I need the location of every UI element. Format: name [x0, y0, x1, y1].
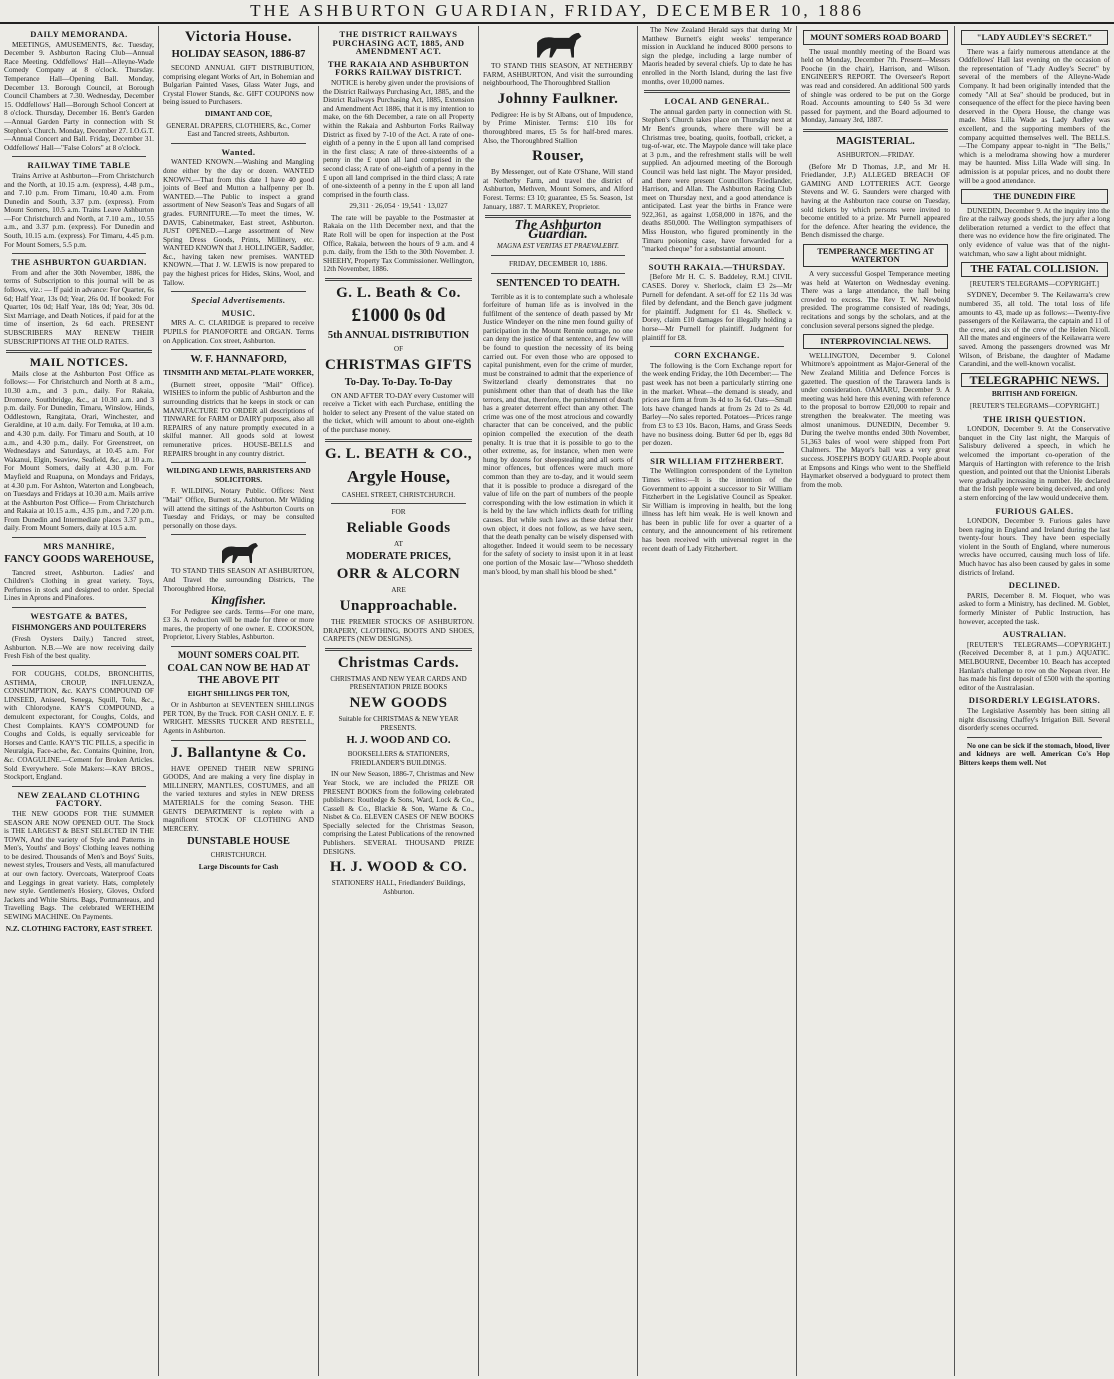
local-general-text: The annual garden party in connection with St. Stephen's Church takes place on Thursday next at Mr Bent's grounds, where there will be a Christmas tree, boating, quoits, football, cricket, a tug-of-war, etc. The Maypole dance will take place at 3 p.m., and the refreshment stalls will be well supplied. An adjourned meeting of the Borough Council was held last night. The Mayor presided, and there were present Councillors Friedlander, Harrison, and Allan. The Ashburton Racing Club meet on Thursday next, and a good attendance is anticipated. Last year the births in France were 922,361, as against 1,058,000 in 1876, and the deaths 850,000. The Wellington sympathisers of Miss Houston, who figured prominently in the Timaru poisoning case, have forwarded for a "marked cheque" for a substantial amount. [642, 106, 792, 254]
column-1 [0, 26, 159, 1376]
horse-icon [216, 539, 262, 565]
south-rakaia-heading: SOUTH RAKAIA.—THURSDAY. [648, 261, 786, 272]
dunedin-fire-heading: THE DUNEDIN FIRE [961, 189, 1108, 204]
cards-suitable: Suitable for CHRISTMAS & NEW YEAR PRESENTS. [338, 714, 459, 732]
music-heading: MUSIC. [221, 307, 256, 318]
horse-icon [529, 28, 587, 60]
beath2-heading: G. L. BEATH & CO., [324, 445, 473, 462]
magisterial-heading: MAGISTERIAL. [836, 135, 915, 147]
column-5 [638, 26, 797, 1376]
column-2 [159, 26, 319, 1376]
manhire-heading: MRS MANHIRE, [43, 541, 115, 552]
mail-notices-heading: MAIL NOTICES. [29, 355, 129, 370]
dunstable-footer: Large Discounts for Cash [198, 861, 279, 871]
australian-text: [REUTER'S TELEGRAMS—COPYRIGHT.] (Received December 8, at 1 p.m.) AQUATIC. MELBOURNE, December 10. Beach has accepted Hanlan's challenge to row on the Nepean river. He has made his first deposit of £500 with the sporting editor of the Australasian. [959, 639, 1110, 692]
telegraphic-heading: TELEGRAPHIC NEWS. [961, 373, 1108, 388]
editorial-text: Terrible as it is to contemplate such a wholesale forfeiture of human life as is involved in the fulfilment of the sentence of death passed by Mr Justice Windeyer on the nine men found guilty of participation in the Mount Rennie outrage, no one can deny the justice of that sentence, and few will be found to question the necessity of its being carried out. For even those who are opposed to capital punishment, even for the crime of murder, must be constrained to admit that the experience of Switzerland clearly demonstrates that no punishment other than that of death has the like terrors, and that, therefore, the punishment of death has a greater deterrent effect than any other. The crime was one of the most atrocious and cowardly character that can be conceived, and the public opinion compelled the execution of the death penalty. It is true that it is possible to go to the other extreme, as, for instance, when men were hung by dozens for sheepstealing and all sorts of minor offences, but offences were much more common than they are to-day, and it would seem that it is possible to produce a disregard of the value of life on the part of numbers of the people corresponding with the low estimation in which it is held by the law which inflicts death for trifling causes. But while such laws as these defeat their own object, it does not follow, as we have seen, that the death penalty can be wisely dispensed with altogether. Indeed it would seem to be necessary for the safety of society to insist upon it in at least one portion of the Mosaic law—"Whoso sheddeth man's blood, by man shall his blood be shed." [483, 291, 633, 576]
column-6 [797, 26, 955, 1376]
audley-text: There was a fairly numerous attendance at the Oddfellows' Hall last evening on the occasion of the representation of "Lady Audley's Secret" by several of the members of the Alleyne-Wade Company. It had been originally intended that the comedy "All at Sea" should be produced, but in consequence of the effect for the piece having been deserved in the Opera House, the change was made. Miss Lilla Wade as Lady Audley was excellent, and the supporting members of the company acquitted themselves well. The BELLS.—The Company appear to-night in "The Bells," which is a melodrama showing how a murderer may be haunted. Miss Lilla Wade will sing. In admission is at popular prices, and no doubt there will be a good attendance. [959, 46, 1110, 185]
column-4 [479, 26, 638, 1376]
wanted-text: WANTED KNOWN.—Washing and Mangling done either by the day or dozen. WANTED KNOWN.—That from this date I have 40 good joints of Beef and Mutton a halfpenny per lb. WANTED.—The Public to inspect a grand assortment of New Season's Teas and Sugars of all grades. FURNITURE.—To meet the times, W. DAVIS, Cabinetmaker, East street, Ashburton. JUST OPENED.—Large assortment of New Spring Dress Goods, Prints, Millinery, etc. WANTED KNOWN that J. HOLLINGER, Saddler, &c., having taken new premises. WANTED KNOWN.—That J. W. LEWIS is now prepared to pay the highest prices for Hides, Skins, Wool, and Tallow. [163, 157, 314, 287]
nz-clothing-text: THE NEW GOODS FOR THE SUMMER SEASON ARE NOW OPENED OUT. The Stock is THE LARGEST & BEST SELECTED IN THE TOWN, And the variety of Style and Patterns in Men's, Youths' and Boys' Clothing leaves nothing to be desired. Thousands of Men's and Boys' Suits, newest styles, Trousers and Vests, all manufactured at our own factory. Overcoats, Waterproof Coats and Leggings in great variety. Hats, completely new style. Gentlemen's Hosiery, Gloves, Oxford Jackets and White Shirts. Bags, Portmanteaus, and Travelling Bags. The celebrated WERTHEIM SEWING MACHINE. On Payments. [4, 808, 154, 922]
interprovincial-text: WELLINGTON, December 9. Colonel Whitmore's appointment as Major-General of the New Zealand Militia and Defence Forces is gazetted. The question of the Tarawera lands is under consideration. OAMARU, December 9. A meeting was held here this evening with reference to the proposal to borrow £20,000 to repair and strengthen the breakwater. The meeting was almost unanimous. DUNEDIN, December 9. During the twelve months ended 30th November, 51,363 bales of wool were shipped from Port Chalmers. The Mayor's ball was a very great success. JOSEPH'S BODY GUARD. People about at Empsons and Kings who went to the Sheffield Haymarket observed a bodyguard to protect them from the mob. [801, 350, 950, 489]
holiday-text: SECOND ANNUAL GIFT DISTRIBUTION, comprising elegant Works of Art, in Bohemian and Bulgarian Painted Vases, Glass Water Jugs, and Crystal Flower Stands, &c. GIFT COUPONS now being issued to Purchasers. [163, 63, 314, 107]
nz-clothing-footer: N.Z. CLOTHING FACTORY, EAST STREET. [5, 923, 153, 933]
kingfisher-intro: TO STAND THIS SEASON AT ASHBURTON, And Travel the surrounding Districts, The Thoroughbred Horse, [163, 566, 314, 593]
coal-text: Or in Ashburton at SEVENTEEN SHILLINGS PER TON, By the Truck. FOR CASH ONLY. E. F. WRIGHT. MESSRS TUCKER AND RESTELL, Agents in Ashburton. [163, 700, 314, 736]
road-board-text: The usual monthly meeting of the Board was held on Monday, December 7th. Present—Messrs Pooche (in the chair), Harrison, and Wilson. ENGINEER'S REPORT. The Overseer's Report was read and considered. An additional 500 yards of shingle was ordered to be put on the Gorge Road. Accounts amounting to £40 5s 3d were passed for payment, and the Board adjourned to Monday, January 3rd, 1887. [801, 46, 950, 125]
memoranda-heading: DAILY MEMORANDA. [30, 29, 128, 39]
orr-unapproachable: Unapproachable. [339, 597, 458, 614]
column-3 [319, 26, 479, 1376]
gales-text: LONDON, December 9. Furious gales have been raging in England and Ireland during the last twenty-four hours. They have been especially violent in the South of England, where numerous wrecks have occurred, causing much loss of life. Much havoc has also been caused by gales in some districts of Ireland. [959, 516, 1110, 577]
johnny-faulkner-heading: Johnny Faulkner. [497, 90, 619, 107]
argyle-subheading: CASHEL STREET, CHRISTCHURCH. [341, 490, 456, 499]
guardian-terms-text: From and after the 30th November, 1886, the terms of Subscription to this journal will be as follows, viz.: — If paid in advance: For Quarter, 6s 6d; Half Year, 13s 0d; Year, 26s 0d. If booked: For Quarter, 10s 0d; Half Year, 18s 0d; Year, 30s 0d. Sixt Marriage, and Death Notices, if paid for at the time of insertion, 2s 6d each. PRESENT SUBSCRIBERS MAY RENEW THEIR SUBSCRIPTIONS AT THE OLD RATES. [4, 267, 154, 346]
hannaford-heading: W. F. HANNAFORD, [190, 354, 287, 366]
interprovincial-heading: INTERPROVINCIAL NEWS. [803, 334, 948, 349]
wilding-heading: WILDING AND LEWIS, BARRISTERS AND SOLICITORS. [166, 466, 311, 484]
guardian-terms-heading: THE ASHBURTON GUARDIAN. [11, 257, 147, 268]
wilding-text: F. WILDING, Notary Public. Offices: Next "Mail" Office, Burnett st., Ashburton. Mr Wilding will attend the sittings of the Ashburton Courts on Tuesday and Fridays, or may be consulted personally on those days. [163, 486, 314, 530]
wanted-heading: Wanted. [221, 146, 256, 157]
kingfisher-text: For Pedigree see cards. Terms—For one mare, £3 3s. A reduction will be made for three or more mares, the property of one owner. E. COOKSON, Proprietor, Livery Stables, Ashburton. [163, 606, 314, 642]
dunedin-fire-text: DUNEDIN, December 9. At the inquiry into the fire at the railway goods sheds, the jury after a long deliberation returned a verdict to the effect that there was no evidence how the fire originated. The only evidence of value was that of the night-watchman, who saw a light about midnight. [959, 205, 1110, 258]
telegraphic-subheading: BRITISH AND FOREIGN. [991, 389, 1078, 399]
corn-exchange-heading: CORN EXCHANGE. [674, 350, 760, 361]
dimant-subheading: GENERAL DRAPERS, CLOTHIERS, &c., Corner East and Tancred streets, Ashburton. [166, 121, 311, 139]
rouser-heading: Rouser, [532, 148, 584, 165]
orr-at: AT [394, 538, 403, 548]
westgate-heading: WESTGATE & BATES, [30, 611, 128, 622]
wood-subheading: BOOKSELLERS & STATIONERS, FRIEDLANDER'S BUILDINGS. [347, 750, 450, 767]
railway-act-close: The rate will be payable to the Postmaster at Rakaia on the 11th December next, and that the Rate Roll will be open for inspection at the Post Office, Rakaia, between the hours of 9 a.m. and 4 p.m. daily, from the 15th to the 30th November. J. SHEEHY, Property Tax Commissioner. Wellington, 12th November, 1886. [323, 212, 474, 274]
orr-moderate: MODERATE PRICES, [346, 551, 451, 563]
orr-text: THE PREMIER STOCKS OF ASHBURTON. DRAPERY, CLOTHING, BOOTS AND SHOES, CARPETS (NEW DESIGNS). [323, 616, 474, 644]
johnny-text: Pedigree: He is by St Albans, out of Impudence, by Prime Minister. Terms: £10 10s for thoroughbred mares, £5 5s for half-bred mares. Also, the Thoroughbred Stallion [483, 109, 633, 145]
dunstable-heading: DUNSTABLE HOUSE [187, 836, 290, 848]
beath-today: To-Day. To-Day. To-Day [344, 376, 453, 388]
coal-pit-heading: MOUNT SOMERS COAL PIT. [177, 650, 300, 661]
railway-act-heading: THE DISTRICT RAILWAYS PURCHASING ACT, 1885, AND AMENDMENT ACT. [332, 29, 465, 57]
telegraphic-source: [REUTER'S TELEGRAMS—COPYRIGHT.] [970, 401, 1099, 410]
beath-of: OF [394, 345, 403, 354]
disorderly-text: The Legislative Assembly has been sitting all night discussing Chaffey's Irrigation Bill. Several disorderly scenes occurred. [959, 705, 1110, 733]
coal-announcement: COAL CAN NOW BE HAD AT THE ABOVE PIT [167, 662, 310, 686]
railway-district-heading: THE RAKAIA AND ASHBURTON FORKS RAILWAY DISTRICT. [327, 58, 470, 78]
coal-price: EIGHT SHILLINGS PER TON, [187, 688, 290, 698]
orr-are: ARE [391, 585, 406, 595]
westgate-subheading: FISHMONGERS AND POULTERERS [11, 622, 147, 632]
hop-bitters-ad: No one can be sick if the stomach, blood, liver and kidneys are well. American Co's Hop Bitters keeps them well. Not [959, 740, 1110, 767]
kay-compound-text: FOR COUGHS, COLDS, BRONCHITIS, ASTHMA, CROUP, INFLUENZA, CONSUMPTION, &c. KAY'S COMPOUND OF LINSEED, Aniseed, Senega, Squill, Tolu, &c., with Chlorodyne. KAY'S COMPOUND, a demulcent expectorant, for Coughs, Colds, and Chest Complaints. KAY'S COMPOUND for Coughs and Colds, is equally serviceable for Horses and Cattle. KAY'S TIC PILLS, a specific in Neuralgia, Face-ache, &c. Contains Quinine, Iron, &c. COAGULINE.—Cement for Broken Articles. Sold Everywhere. Sole Makers:—KAY BROS., Stockport, England. [4, 669, 154, 782]
johnny-intro: TO STAND THIS SEASON, AT NETHERBY FARM, ASHBURTON, And visit the surrounding neighbourhood, The Thoroughbred Stallion [483, 61, 633, 88]
local-general-heading: LOCAL AND GENERAL. [664, 96, 770, 107]
temperance-text: A very successful Gospel Temperance meeting was held at Waterton on Wednesday evening. There was a large attendance, the hall being crowded to excess. The Rev T. W. Newbold presided. The programme consisted of readings, recitations and songs by the scholars, and at the conclusion several persons signed the pledge. [801, 269, 950, 330]
beath-heading: G. L. Beath & Co. [336, 285, 461, 302]
orr-name: ORR & ALCORN [336, 566, 461, 583]
kingfisher-name: Kingfisher. [210, 593, 267, 608]
beath-amount: £1000 0s 0d [351, 305, 446, 327]
audley-heading: "LADY AUDLEY'S SECRET." [961, 30, 1108, 45]
paper-nameplate: The Ashburton Guardian. [514, 218, 602, 242]
fatal-collision-source: [REUTER'S TELEGRAMS—COPYRIGHT.] [970, 279, 1099, 288]
dunstable-subheading: CHRISTCHURCH. [210, 851, 267, 860]
manhire-subheading: FANCY GOODS WAREHOUSE, [4, 553, 154, 565]
victoria-house-heading: Victoria House. [185, 29, 292, 45]
magisterial-text: (Before Mr D Thomas, J.P., and Mr H. Friedlander, J.P.) ALLEGED BREACH OF GAMING AND LOTTERIES ACT. George Stevens and W. G. Saunders were charged with having at the Ashburton race course on Tuesday, sold tickets by which persons were invited to become entitled to a prize. Mr Purnell appeared for the defence. After hearing the evidence, the Bench dismissed the charge. [801, 161, 950, 240]
herald-text: The New Zealand Herald says that during Mr Matthew Burnett's eight weeks' temperance mission in Auckland he induced 8000 persons to sign the pledge, including a large number of Maoris headed by several chiefs. Up to date he has enrolled in the North Island, during the last five months, over 10,000 names. [642, 26, 792, 86]
cards-heading: Christmas Cards. [337, 654, 460, 671]
australian-heading: AUSTRALIAN. [1002, 629, 1067, 640]
beath-annual: 5th ANNUAL DISTRIBUTION [327, 330, 470, 342]
beath-text: ON AND AFTER TO-DAY every Customer will receive a Ticket with each Purchase, entitling the holder to select any Present of the value stated on the ticket, which will amount to about one-eighth of the purchase money. [323, 390, 474, 434]
fatal-collision-heading: THE FATAL COLLISION. [961, 262, 1108, 277]
mail-notices-text: Mails close at the Ashburton Post Office as follows:— For Christchurch and North at 8 a.m., 10.30 a.m., and 3 p.m., daily. For Rakaia, Dromore, Southbridge, &c., at 10.30 a.m. and 3 p.m. daily. For Dunedin, Timaru, Winslow, Hinds, Oddlestown, Rangitata, Orari, Winchester, and Geraldine, at 10 a.m. daily. For Temuka, at 10 a.m. and 4.30 p.m. daily. For Timaru and South, at 10 a.m., and 4.30 p.m., daily. For Greenstreet, on Wednesdays and Saturdays, at 10.45 a.m. For Wakanui, Elgin, Seaview, Seafield, &c., at 10 a.m. For Mount Somers, daily at 4.30 p.m. For Mayfield and Ruapuna, on Mondays and Fridays, at 4.30 p.m. For Ashton, Waterton and Longbeach, on Tuesdays and Fridays at 10.30 a.m. Mails arrive at the Ashburton Post Office— From Christchurch and Rakaia at 10.15 a.m., 4.35 p.m., and 7.20 p.m. From Dunedin and Intermediate places 3.37 p.m., daily. From Mount Somers, daily at 10.5 a.m. [4, 368, 154, 533]
wood-footer-sub: STATIONERS' HALL, Friedlanders' Buildings, Ashburton. [331, 879, 466, 896]
declined-heading: DECLINED. [1008, 580, 1061, 591]
road-board-heading: MOUNT SOMERS ROAD BOARD [803, 30, 948, 45]
beath-christmas: CHRISTMAS GIFTS [324, 356, 473, 373]
holiday-season-heading: HOLIDAY SEASON, 1886-87 [171, 49, 306, 60]
ballantyne-heading: J. Ballantyne & Co. [170, 744, 307, 761]
wood-text: IN our New Season, 1886-7, Christmas and New Year Stock, we are included the PRIZE OR PRESENT BOOKS from the following celebrated publishers: Routledge & Sons, Ward, Lock & Co., Cassell & Co., Blackie & Son, Warne & Co., Nisbet & Co. ELEVEN CASES OF NEW BOOKS Specially selected for the Christmas Season, comprising the Latest Publications of the renowned Publishers. SEVERAL THOUSAND PRIZE DESIGNS. [323, 769, 474, 856]
cards-new-goods: NEW GOODS [349, 694, 448, 711]
cards-text: CHRISTMAS AND NEW YEAR CARDS AND PRESENTATION PRIZE BOOKS [330, 674, 467, 692]
disorderly-heading: DISORDERLY LEGISLATORS. [968, 695, 1101, 706]
south-rakaia-text: [Before Mr H. C. S. Baddeley, R.M.] CIVIL CASES. Dorey v. Sherlock, claim £3 2s—Mr Purnell for defendant. A set-off for £2 11s 3d was filed by defendant, and the Bench gave judgment for plaintiff. Judgment for £1 4s. Shelleck v. Dorey, claim £10 damages for illegally holding a horse—Mr Purnell for plaintiff. Judgment for plaintiff for £8. [642, 272, 792, 342]
rate-value: 19,541 [401, 201, 422, 211]
hannaford-text: (Burnett street, opposite "Mail" Office). WISHES to inform the public of Ashburton and the surrounding districts that he keeps in stock or can MANUFACTURE TO ORDER all descriptions of TINWARE for FARM or DAIRY purposes, also all REPAIRS of any nature promptly executed in a skilful manner. All goods sold at lowest remunerative prices. HOUSE-BELLS and REPAIRS brought in any country district. [163, 379, 314, 458]
railway-act-text: NOTICE is hereby given under the provisions of the District Railways Purchasing Act, 1885, and the District Railways Purchasing Act, 1885, Extension and Amendment Act 1886, that it is my intention to make, on the 6th December, a rate on all Property within the Rakaia and Ashburton Forks Railway District as fixed by 7-10 of the Act. A rate of one-eighth of a penny in the £ upon all land comprised in the first class; A rate of three-sixteenths of a penny in the £ upon all land comprised in the second class; A rate of one-eighth of a penny in the £ upon all land comprised in the third class; A rate of one-sixteenth of a penny in the £ upon all land comprised in the fourth class. [323, 77, 474, 199]
column-7 [955, 26, 1114, 1376]
rouser-text: By Messenger, out of Kate O'Shane, Will stand at Netherby Farm, and travel the district of Ashburton, Methven, Mount Somers, and Alford Forest. Terms: £3 10; guarantee, £5 5s. Season, 1st January, 1887. T. MARKEY, Proprietor. [483, 167, 633, 211]
nz-clothing-heading: NEW ZEALAND CLOTHING FACTORY. [17, 789, 141, 809]
orr-for: FOR [391, 507, 406, 517]
wood-footer: H. J. WOOD & CO. [329, 859, 468, 876]
hannaford-subheading: TINSMITH AND METAL-PLATE WORKER, [163, 368, 314, 378]
newspaper-page [0, 26, 1114, 1376]
ballantyne-text: HAVE OPENED THEIR NEW SPRING GOODS, And are making a very fine display in MILLINERY, MANTLES, COSTUMES, and all the varied textures and styles in NEW DRESS MATERIALS for the coming Season. THE GENTS DEPARTMENT is replete with a magnificent STOCK OF CLOTHING AND MERCERY. [163, 763, 314, 833]
irish-heading: THE IRISH QUESTION. [983, 413, 1086, 424]
rate-value: 29,311 [349, 201, 370, 211]
special-ads-heading: Special Advertisements. [191, 295, 286, 306]
rate-value: 26,054 [375, 201, 396, 211]
music-text: MRS A. C. CLARIDGE is prepared to receive PUPILS for PIANOFORTE and ORGAN. Terms on Application. Cox street, Ashburton. [163, 318, 314, 345]
manhire-text: Tancred street, Ashburton. Ladies' and Children's Clothing in great variety. Toys, Perfumes in stock and designed to order. Special Lines in Aprons and Pinafores. [4, 567, 154, 603]
magisterial-subheading: ASHBURTON.—FRIDAY. [836, 150, 915, 159]
temperance-heading: TEMPERANCE MEETING AT WATERTON [803, 244, 948, 267]
masthead: THE ASHBURTON GUARDIAN, FRIDAY, DECEMBER 10, 1886 [0, 0, 1114, 24]
fitzherbert-heading: SIR WILLIAM FITZHERBERT. [650, 455, 784, 466]
gales-heading: FURIOUS GALES. [995, 505, 1074, 516]
declined-text: PARIS, December 8. M. Floquet, who was asked to form a Ministry, has declined. M. Goblet, formerly Minister of Public Instruction, has however, accepted the task. [959, 590, 1110, 626]
railway-heading: RAILWAY TIME TABLE [27, 160, 131, 171]
orr-reliable: Reliable Goods [346, 519, 451, 536]
corn-exchange-text: The following is the Corn Exchange report for the week ending Friday, the 10th December:— The past week has not been a particularly stirring one in the market. Wheat—the demand is steady, and prices are firm at from 3s 4d to 3s 6d. Oats—Small lots have changed hands at from 2s 2d to 2s 4d. Barley—No sales reported. Potatoes—Prices range from £3 to £3 10s. Bacon, Hams, and Grass Seeds have no business doing. Butter 6d per lb, eggs 8d per dozen. [642, 360, 792, 448]
westgate-text: (Fresh Oysters Daily.) Tancred street, Ashburton. N.B.—We are now receiving daily Fresh Fish of the best quality. [4, 634, 154, 661]
railway-text: Trains Arrive at Ashburton—From Christchurch and the North, at 10.15 a.m. (express), 4.48 p.m., and 7.10 p.m. From Timaru, 10.40 a.m. From Dunedin and South, 3.37 p.m. (express). From Mount Somers, 10.5 a.m. Trains Leave Ashburton—For Christchurch and North, at 7.10 a.m., 10.55 a.m., and 3.37 p.m. (express). For Dunedin and South, 10.15 a.m. (express). For Timaru, 4.45 p.m. For Mount Somers, 5.5 p.m. [4, 170, 154, 249]
fatal-collision-text: SYDNEY, December 9. The Keilawarra's crew numbered 35, all told. The total loss of life amounts to 43, made up as follows:—Twenty-five passengers of the Keilawarra, the captain and 11 of the crew, and six of the crew of the Helen Nicoll. All the mates and engineers of the Keilawarra were saved. Among the passengers drowned was Mr Wilson, of Brisbane, the daughter of Madame Carandini, and the well-known vocalist. [959, 290, 1110, 369]
paper-date: FRIDAY, DECEMBER 10, 1886. [508, 258, 608, 268]
dimant-name: DIMANT AND COE, [205, 108, 272, 118]
memoranda-text: MEETINGS, AMUSEMENTS, &c. Tuesday, December 9. Ashburton Racing Club—Annual Race Meeting. Oddfellows' Hall—Alleyne-Wade Comedy Company at 8 o'clock. Thursday. Temperance Hall—Opening Ball. Monday, December 13. Borough Council, at Borough Council Chambers at 7.30. Wednesday, December 15. Oddfellows' Hall—Borough School Concert at 8 o'clock. Thursday, December 16. Bent's Garden—Annual Garden Party in connection with St Stephen's Church. Monday, December 27. I.O.G.T.—Annual Concert and Ball. Friday, December 31. Oddfellows' Hall—"False Colors" at 8 o'clock. [4, 39, 154, 152]
argyle-house: Argyle House, [347, 466, 450, 486]
rate-values: 29,311 · 26,054 · 19,541 · 13,027 [349, 201, 448, 211]
paper-motto: MAGNA EST VERITAS ET PRAEVALEBIT. [497, 242, 619, 251]
rate-value: 13,027 [427, 201, 448, 211]
wood-heading: H. J. WOOD AND CO. [346, 735, 451, 747]
irish-text: LONDON, December 9. At the Conservative banquet in the City last night, the Marquis of Salisbury delivered a speech, in which he welcomed the important co-operation of the Marquis of Hartington with reference to the Irish question, and pointed out that the Unionist Liberals were gradually increasing in number. He declared that the Irish people were being deceived, and only a stern enforcing of the law would undeceive them. [959, 424, 1110, 502]
fitzherbert-text: The Wellington correspondent of the Lyttelton Times writes:—It is the intention of the Government to appoint a successor to Sir William Fitzherbert in the Legislative Council as Speaker. Sir William is improving in health, but the long illness has left him weak. He is well known and has been in public life for over a quarter of a century, and the announcement of his retirement has been received with universal regret in the recent death of Lady Fitzherbert. [642, 466, 792, 553]
editorial-heading: SENTENCED TO DEATH. [496, 277, 620, 289]
